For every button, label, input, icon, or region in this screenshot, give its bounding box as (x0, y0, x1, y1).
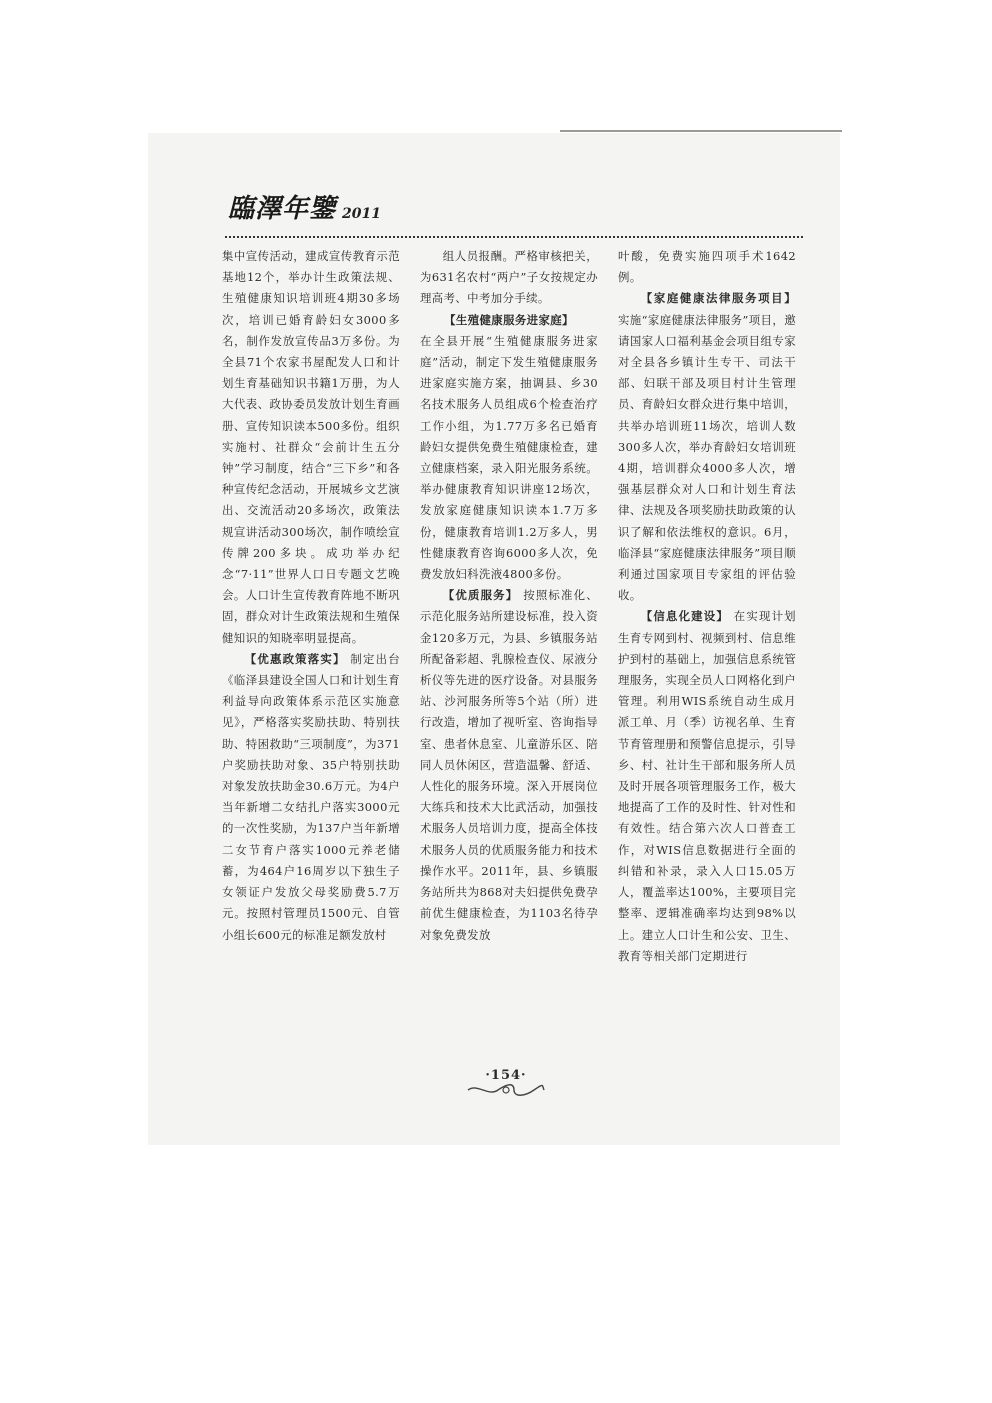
paragraph-text: 按照标准化、示范化服务站所建设标准，投入资金120多万元，为县、乡镇服务站所配备彩超、乳腺检查仪、尿液分析仪等先进的医疗设备。对县服务站、沙河服务所等5个站（所）进行改造，增加了视听室、咨询指导室、患者休息室、儿童游乐区、陪同人员休闲区，营造温馨、舒适、人性化的服务环境。深入开展岗位大练兵和技术大比武活动，加强技术服务人员培训力度，提高全体技术服务人员的优质服务能力和技术操作水平。2011年，县、乡镇服务站所共为868对夫妇提供免费孕前优生健康检查，为1103名待孕对象免费发放 (420, 588, 598, 942)
ornament-icon (466, 1083, 546, 1097)
column-1 (222, 246, 400, 946)
header-divider (225, 236, 803, 238)
paragraph-text: 在实现计划生育专网到村、视频到村、信息维护到村的基础上，加强信息系统管理服务，实现全员人口网格化到户管理。利用WIS系统自动生成月派工单、月（季）访视名单、生育节育管理册和预警信息提示，引导乡、村、社计生干部和服务所人员及时开展各项管理服务工作，极大地提高了工作的及时性、针对性和有效性。结合第六次人口普查工作，对WIS信息数据进行全面的纠错和补录，录入人口15.05万人，覆盖率达100%，主要项目完整率、逻辑准确率均达到98%以上。建立人口计生和公安、卫生、教育等相关部门定期进行 (618, 609, 796, 963)
paragraph-legal (618, 288, 796, 606)
paragraph-quality (420, 585, 598, 945)
page-footer (440, 1068, 572, 1097)
paragraph: 叶酸，免费实施四项手术1642例。 (618, 249, 796, 285)
masthead (228, 188, 381, 225)
column-2 (420, 246, 598, 946)
section-heading: 【家庭健康法律服务项目】 (640, 291, 796, 306)
section-heading: 【生殖健康服务进家庭】 (444, 312, 574, 327)
paragraph-text: 制定出台《临泽县建设全国人口和计划生育利益导向政策体系示范区实施意见》，严格落实奖励扶助、特别扶助、特困救助“三项制度”，为371户奖励扶助对象、35户特别扶助对象发放扶助金30.6万元。为4户当年新增二女结扎户落实3000元的一次性奖励，为137户当年新增二女节育户落实1000元养老储蓄，为464户16周岁以下独生子女领证户发放父母奖励费5.7万元。按照村管理员1500元、自管小组长600元的标准足额发放村 (222, 651, 400, 942)
section-heading: 【信息化建设】 (640, 609, 729, 624)
yearbook-title: 臨澤年鑒 (228, 194, 337, 224)
page-number: ·154· (485, 1068, 527, 1083)
paragraph: 在全县开展“生殖健康服务进家庭”活动，制定下发生殖健康服务进家庭实施方案，抽调县、乡30名技术服务人员组成6个检查治疗工作小组，为1.77万多名已婚育龄妇女提供免费生殖健康检查，建立健康档案，录入阳光服务系统。举办健康教育知识讲座12场次，发放家庭健康知识读本1.7万多份，健康教育培训1.2万多人，男性健康教育咨询6000多人次，免费发放妇科洗液4800多份。 (420, 333, 598, 582)
paragraph-policy (222, 649, 400, 946)
scan-edge-line (560, 130, 842, 132)
section-heading: 【优质服务】 (442, 588, 519, 603)
section-heading: 【优惠政策落实】 (244, 651, 346, 666)
column-3 (618, 246, 796, 967)
paragraph-text: 实施“家庭健康法律服务”项目，邀请国家人口福利基金会项目组专家对全县各乡镇计生专干、司法干部、妇联干部及项目村计生管理员、育龄妇女群众进行集中培训，共举办培训班11场次，培训人数300多人次，举办育龄妇女培训班4期，培训群众4000多人次，增强基层群众对人口和计划生育法律、法规及各项奖励扶助政策的认识了解和依法维权的意识。6月，临泽县“家庭健康法律服务”项目顺利通过国家项目专家组的评估验收。 (618, 312, 796, 603)
paragraph: 组人员报酬。严格审核把关，为631名农村“两户”子女按规定办理高考、中考加分手续。 (420, 249, 598, 306)
yearbook-year: 2011 (342, 206, 381, 225)
paragraph: 集中宣传活动，建成宣传教育示范基地12个，举办计生政策法规、生殖健康知识培训班4期30多场次，培训已婚育龄妇女3000多名，制作发放宣传品3万多份。为全县71个农家书屋配发人口和计划生育基础知识书籍1万册，为人大代表、政协委员发放计划生育画册、宣传知识读本500多份。组织实施村、社群众“会前计生五分钟”学习制度，结合“三下乡”和各种宣传纪念活动，开展城乡文艺演出、交流活动20多场次，政策法规宣讲活动300场次，制作喷绘宣传牌200多块。成功举办纪念“7·11”世界人口日专题文艺晚会。人口计生宣传教育阵地不断巩固，群众对计生政策法规和生殖保健知识的知晓率明显提高。 (222, 249, 400, 645)
paragraph-info (618, 606, 796, 966)
